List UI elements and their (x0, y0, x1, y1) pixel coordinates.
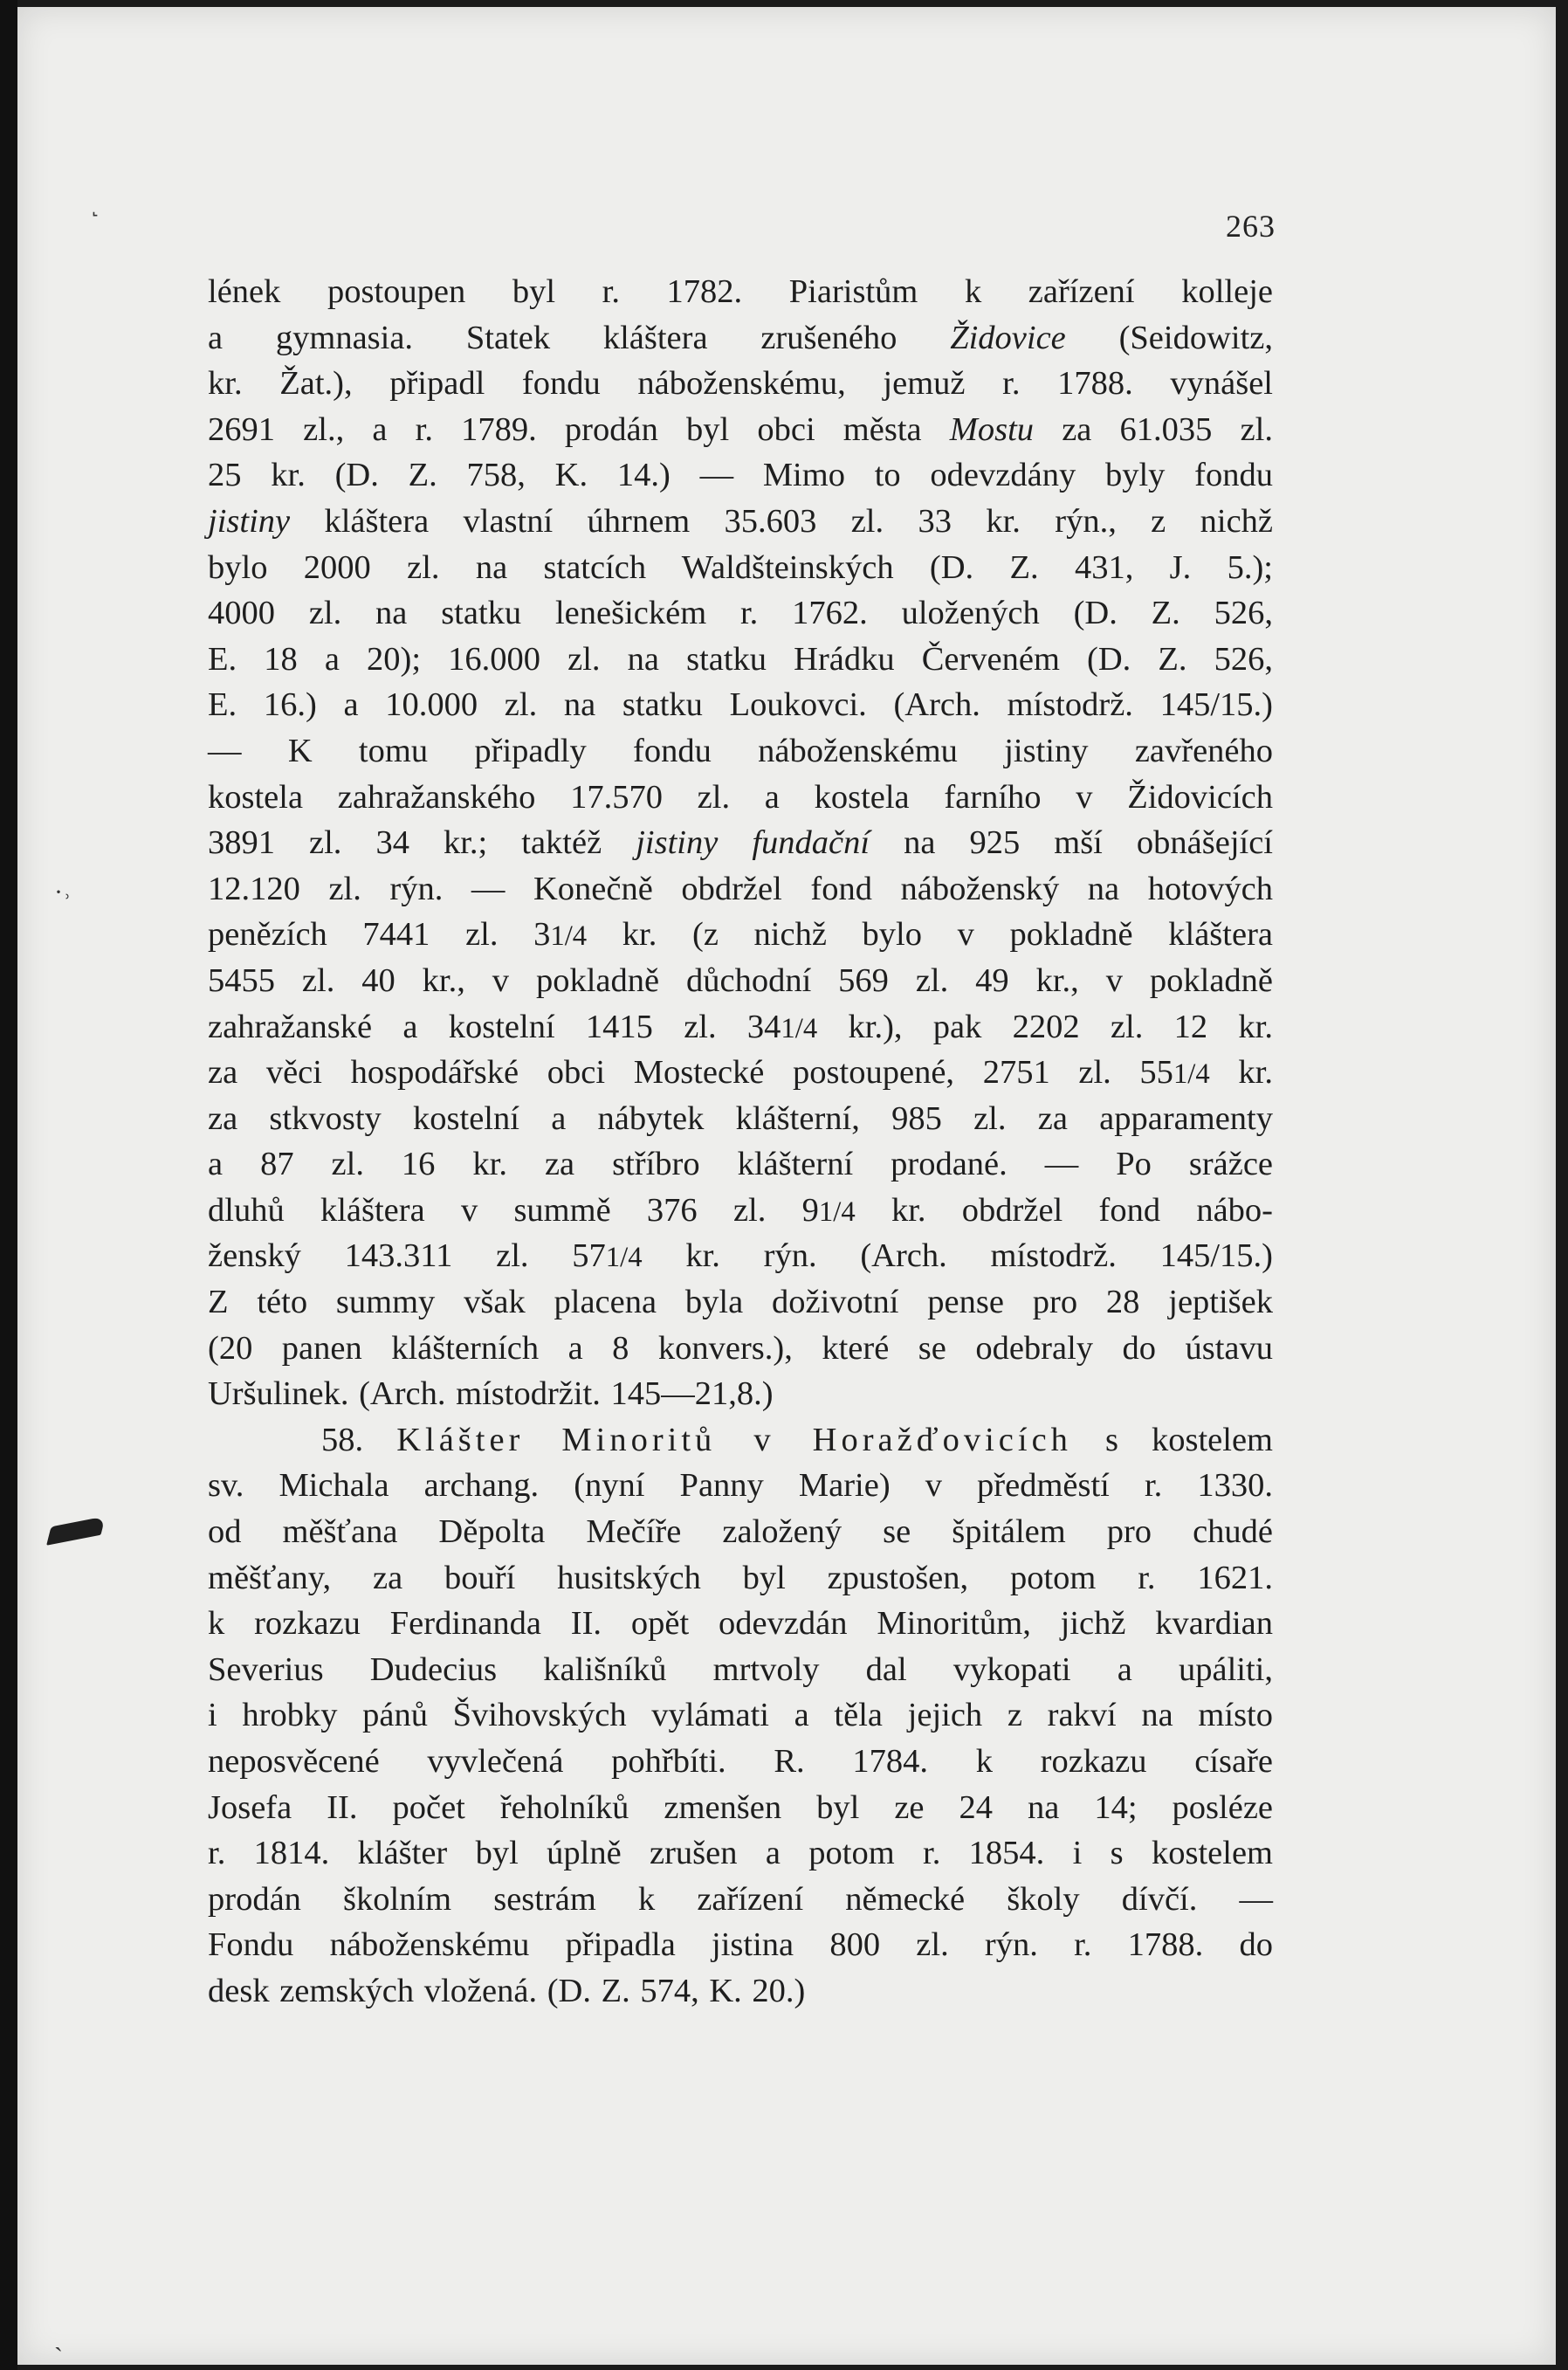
text-line: kr. Žat.), připadl fondu náboženskému, jemuž r. 1788. vynášel (208, 365, 1273, 403)
text-line: od měšťana Děpolta Mečíře založený se špitálem pro chudé (208, 1513, 1273, 1551)
text-line: dluhů kláštera v summě 376 zl. 91/4 kr. obdržel fond nábo- (208, 1191, 1273, 1229)
text-line: za věci hospodářské obci Mostecké postoupené, 2751 zl. 551/4 kr. (208, 1054, 1273, 1092)
text-line: za stkvosty kostelní a nábytek klášterní, 985 zl. za apparamenty (208, 1099, 1273, 1137)
text-line: bylo 2000 zl. na statcích Waldšteinských (D. Z. 431, J. 5.); (208, 548, 1273, 586)
text-line: měšťany, za bouří husitských byl zpustošen, potom r. 1621. (208, 1559, 1273, 1596)
text-line: E. 16.) a 10.000 zl. na statku Loukovci. (Arch. místodrž. 145/15.) (208, 686, 1273, 724)
scan-edge (0, 0, 17, 2370)
text-line: a gymnasia. Statek kláštera zrušeného Židovice (Seidowitz, (208, 319, 1273, 356)
text-line: 3891 zl. 34 kr.; taktéž jistiny fundační na 925 mší obnášející (208, 824, 1273, 862)
text-line: 2691 zl., a r. 1789. prodán byl obci města Mostu za 61.035 zl. (208, 410, 1273, 448)
text-line: neposvěcené vyvlečená pohřbíti. R. 1784. k rozkazu císaře (208, 1743, 1273, 1780)
text-line: ženský 143.311 zl. 571/4 kr. rýn. (Arch. místodrž. 145/15.) (208, 1237, 1273, 1275)
section-heading-line: 58. Klášter Minoritů v Horažďovicích s kostelem (321, 1421, 1274, 1458)
text-line: lének postoupen byl r. 1782. Piaristům k zařízení kolleje (208, 273, 1273, 310)
text-line: — K tomu připadly fondu náboženskému jistiny zavřeného (208, 732, 1273, 769)
text-line: 4000 zl. na statku lenešickém r. 1762. uložených (D. Z. 526, (208, 595, 1273, 632)
text-line: E. 18 a 20); 16.000 zl. na statku Hrádku Červeném (D. Z. 526, (208, 640, 1273, 678)
text-line: zahražanské a kostelní 1415 zl. 341/4 kr.), pak 2202 zl. 12 kr. (208, 1008, 1273, 1045)
text-line: Josefa II. počet řeholníků zmenšen byl ze 24 na 14; posléze (208, 1788, 1273, 1826)
text-line: Z této summy však placena byla doživotní pense pro 28 jeptišek (208, 1284, 1273, 1321)
text-line: r. 1814. klášter byl úplně zrušen a potom r. 1854. i s kostelem (208, 1835, 1273, 1872)
text-line: sv. Michala archang. (nyní Panny Marie) v předměstí r. 1330. (208, 1467, 1273, 1505)
scan-speck: ˏ (54, 2323, 63, 2352)
text-line: desk zemských vložená. (D. Z. 574, K. 20.) (208, 1972, 806, 2009)
text-line: Fondu náboženskému připadla jistina 800 zl. rýn. r. 1788. do (208, 1926, 1273, 1964)
text-line: 12.120 zl. rýn. — Konečně obdržel fond náboženský na hotových (208, 870, 1273, 907)
body-text (208, 269, 1273, 2015)
text-line: 25 kr. (D. Z. 758, K. 14.) — Mimo to odevzdány byly fondu (208, 457, 1273, 494)
text-line: (20 panen klášterních a 8 konvers.), které se odebraly do ústavu (208, 1329, 1273, 1367)
text-line: penězích 7441 zl. 31/4 kr. (z nichž bylo v pokladně kláštera (208, 916, 1273, 954)
scan-speck: ˻ (91, 188, 100, 217)
text-line: jistiny kláštera vlastní úhrnem 35.603 zl. 33 kr. rýn., z nichž (208, 502, 1273, 540)
text-line: k rozkazu Ferdinanda II. opět odevzdán Minoritům, jichž kvardian (208, 1605, 1273, 1643)
text-line: prodán školním sestrám k zařízení německé školy dívčí. — (208, 1880, 1273, 1918)
text-line: i hrobky pánů Švihovských vylámati a těla jejich z rakví na místo (208, 1697, 1273, 1734)
text-line: Uršulinek. (Arch. místodržit. 145—21,8.) (208, 1375, 774, 1413)
text-line: a 87 zl. 16 kr. za stříbro klášterní prodané. — Po srážce (208, 1146, 1273, 1183)
text-line: kostela zahražanského 17.570 zl. a kostela farního v Židovicích (208, 778, 1273, 816)
page-number: 263 (1226, 209, 1276, 244)
text-line: 5455 zl. 40 kr., v pokladně důchodní 569 zl. 49 kr., v pokladně (208, 961, 1273, 999)
scan-speck: ·˒ (54, 878, 72, 906)
text-line: Severius Dudecius kališníků mrtvoly dal vykopati a upáliti, (208, 1650, 1273, 1688)
